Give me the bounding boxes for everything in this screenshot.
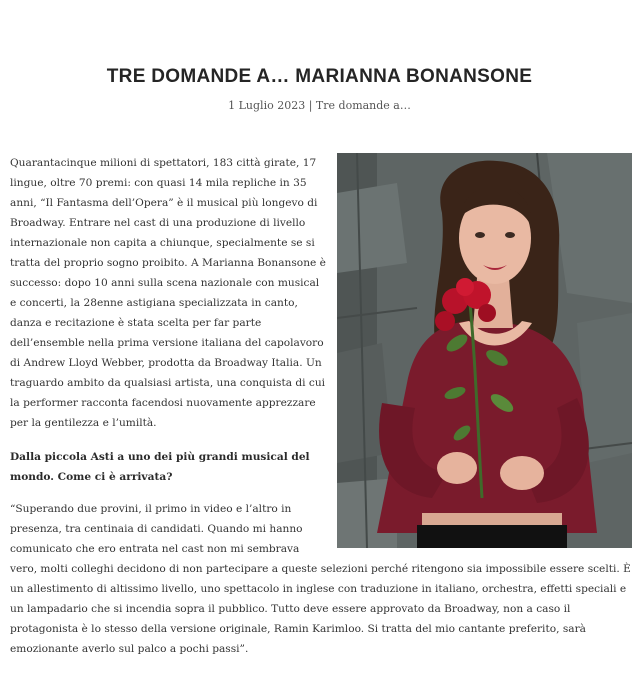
article-date: 1 Luglio 2023: [228, 99, 306, 112]
article-photo: [337, 153, 632, 548]
article-title: TRE DOMANDE A… MARIANNA BONANSONE: [106, 66, 533, 87]
paragraph-intro: Quarantacinque milioni di spettatori, 183 città girate, 17 lingue, oltre 70 premi: con quasi 14 mila repliche in 35 anni, “Il Fantasma dell’Opera” è il musical più longevo di Broadway. Entrare nel cast di una produzione di livello internazionale non capita a chiunque, specialmente se si tratta del proprio sogno proibito. A Marianna Bonansone è successo: dopo 10 anni sulla scena nazionale con musical e concerti, la 28enne astigiana specializzata in canto, danza e recitazione è stata scelta per far parte dell’ensemble nella prima versione italiana del capolavoro di Andrew Lloyd Webber, prodotta da Broadway Italia. Un traguardo ambito da qualsiasi artista, una conquista di cui la performer racconta facendosi nuovamente apprezzare per la gentilezza e l’umiltà.: [10, 157, 326, 429]
article-body: [10, 153, 632, 673]
meta-separator: |: [308, 99, 313, 112]
interview-question: Dalla piccola Asti a uno dei più grandi musical del mondo. Come ci è arrivata?: [10, 451, 310, 483]
interview-answer: “Superando due provini, il primo in video e l’altro in presenza, tra centinaia di candidati. Quando mi hanno comunicato che ero entrata nel cast non mi sembrava vero, molti colleghi decidono di non partecipare a queste selezioni perché ritengono sia impossibile essere scelti. È un allestimento di altissimo livello, uno spettacolo in inglese con traduzione in italiano, orchestra, effetti speciali e un lampadario che si incendia sopra il pubblico. Tutto deve essere approvato da Broadway, non a caso il protagonista è lo stesso della versione originale, Ramin Karimloo. Si tratta del mio cantante preferito, sarà emozionante averlo sul palco a pochi passi”.: [10, 503, 631, 655]
article-meta: [0, 99, 639, 112]
article-category-link[interactable]: Tre domande a…: [315, 99, 411, 112]
portrait-image: [337, 153, 632, 548]
